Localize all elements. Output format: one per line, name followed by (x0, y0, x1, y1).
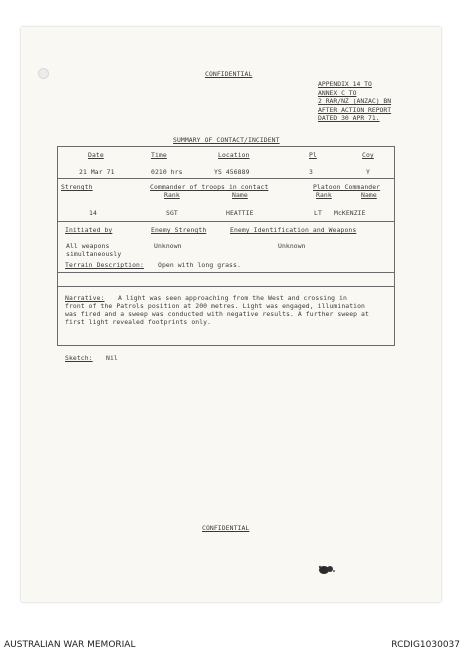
appendix-line: 2 RAR/NZ (ANZAC) BN (318, 97, 392, 106)
footer-reference-id: RCDIG1030037 (391, 640, 460, 650)
classification-bottom: CONFIDENTIAL (202, 524, 250, 532)
divider (57, 221, 394, 222)
enemy-strength-value: Unknown (154, 242, 182, 250)
date-label: Date (88, 151, 104, 159)
commander-name-label: Name (232, 191, 248, 199)
platoon-commander-rank-label: Rank (316, 191, 332, 199)
narrative-line: was fired and a sweep was conducted with negative results. A further sweep at (65, 310, 369, 318)
pl-label: Pl (309, 151, 317, 159)
punch-hole (38, 68, 49, 79)
time-value: 0210 hrs (151, 168, 183, 176)
enemy-identification-label: Enemy Identification and Weapons (230, 226, 357, 234)
archive-footer (0, 608, 464, 654)
initiated-by-value-line2: simultaneously (66, 250, 122, 258)
appendix-reference (318, 80, 391, 123)
pl-value: 3 (309, 168, 313, 176)
strength-label: Strength (61, 183, 93, 191)
divider (57, 286, 394, 287)
platoon-commander-label: Platoon Commander (313, 183, 381, 191)
divider (57, 178, 394, 179)
time-label: Time (151, 151, 167, 159)
platoon-commander-name-label: Name (361, 191, 377, 199)
initiated-by-label: Initiated by (65, 226, 113, 234)
date-value: 21 Mar 71 (79, 168, 115, 176)
platoon-commander-rank-value: LT (314, 209, 322, 217)
commander-name-value: HEATTIE (226, 209, 254, 217)
commander-rank-value: SGT (166, 209, 178, 217)
platoon-commander-name-value: McKENZIE (334, 209, 366, 217)
commander-label: Commander of troops in contact (150, 183, 269, 191)
strength-value: 14 (89, 209, 97, 217)
sketch-label: Sketch: (65, 354, 93, 362)
footer-source: AUSTRALIAN WAR MEMORIAL (4, 640, 136, 650)
location-label: Location (218, 151, 250, 159)
appendix-line: DATED 30 APR 71. (318, 114, 380, 123)
document-title: SUMMARY OF CONTACT/INCIDENT (173, 136, 280, 144)
narrative-line: first light revealed footprints only. (65, 318, 212, 326)
sketch-value: Nil (106, 354, 118, 362)
initiated-by-value-line1: All weapons (66, 242, 110, 250)
divider (57, 272, 394, 273)
coy-value: Y (366, 168, 370, 176)
enemy-identification-value: Unknown (278, 242, 306, 250)
terrain-label: Terrain Description: (65, 261, 144, 269)
appendix-line: AFTER ACTION REPORT (318, 105, 392, 114)
location-value: YS 456889 (214, 168, 250, 176)
ink-stamp-mark (316, 563, 338, 575)
commander-rank-label: Rank (164, 191, 180, 199)
narrative-line: A light was seen approaching from the West and crossing in (118, 294, 347, 302)
enemy-strength-label: Enemy Strength (151, 226, 207, 234)
terrain-value: Open with long grass. (158, 261, 241, 269)
narrative-line: front of the Patrols position at 200 metres. Light was engaged, illumination (65, 302, 366, 310)
narrative-label: Narrative: (65, 294, 105, 302)
coy-label: Coy (362, 151, 374, 159)
appendix-line: ANNEX C TO (318, 88, 357, 97)
classification-top: CONFIDENTIAL (205, 70, 253, 78)
appendix-line: APPENDIX 14 TO (318, 80, 372, 88)
